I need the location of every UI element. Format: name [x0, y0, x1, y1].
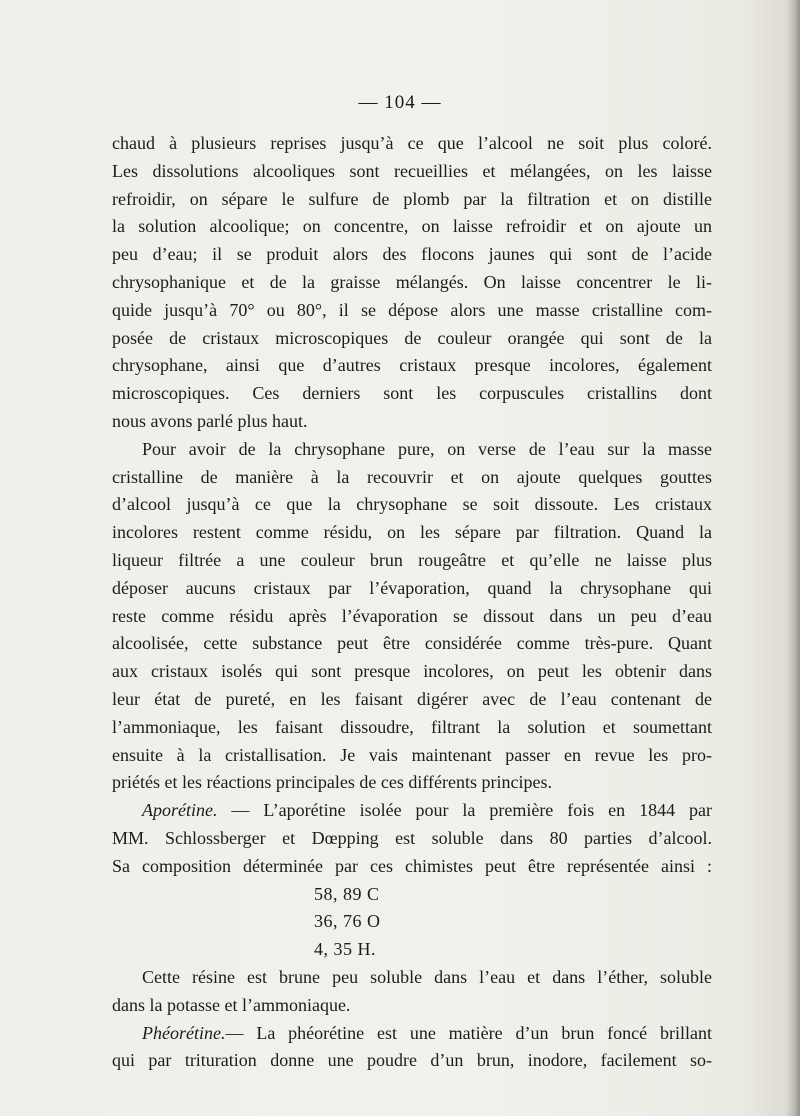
- text-line: chrysophane, ainsi que d’autres cristaux presque incolores, également: [112, 355, 712, 376]
- page-edge-shadow: [786, 0, 800, 1116]
- aporetine-text: — L’aporétine isolée pour la première fois en 1844 par: [217, 800, 712, 821]
- text-line: peu d’eau; il se produit alors des flocons jaunes qui sont de l’acide: [112, 244, 712, 265]
- text-line: alcoolisée, cette substance peut être considérée comme très-pure. Quant: [112, 633, 712, 654]
- text-line: l’ammoniaque, les faisant dissoudre, filtrant la solution et soumettant: [112, 716, 712, 737]
- text-line: liqueur filtrée a une couleur brun rougeâtre et qu’elle ne laisse plus: [112, 549, 712, 570]
- text-line: posée de cristaux microscopiques de couleur orangée qui sont de la: [112, 327, 712, 348]
- text-line: nous avons parlé plus haut.: [112, 410, 308, 431]
- text-line: priétés et les réactions principales de ces différents principes.: [112, 772, 552, 793]
- text-line: ensuite à la cristallisation. Je vais maintenant passer en revue les pro-: [112, 744, 712, 765]
- text-line: microscopiques. Ces derniers sont les corpuscules cristallins dont: [112, 383, 712, 404]
- composition-oxygen: 36, 76 O: [314, 911, 381, 932]
- text-line: d’alcool jusqu’à ce que la chrysophane se soit dissoute. Les cristaux: [112, 494, 712, 515]
- aporetine-term: Aporétine.: [142, 800, 218, 821]
- pheoretine-text: — La phéorétine est une matière d’un brun foncé brillant: [225, 1022, 712, 1043]
- text-line: Sa composition déterminée par ces chimistes peut être représentée ainsi :: [112, 855, 712, 876]
- text-line: la solution alcoolique; on concentre, on laisse refroidir et on ajoute un: [112, 216, 712, 237]
- text-line: Cette résine est brune peu soluble dans l’eau et dans l’éther, soluble: [142, 966, 712, 987]
- pheoretine-heading-line: [112, 1020, 712, 1048]
- text-line: MM. Schlossberger et Dœpping est soluble dans 80 parties d’alcool.: [112, 827, 712, 848]
- composition-carbon: 58, 89 C: [314, 883, 380, 904]
- text-line: leur état de pureté, en les faisant digérer avec de l’eau contenant de: [112, 688, 712, 709]
- page-number: — 104 —: [358, 92, 442, 113]
- text-line: qui par trituration donne une poudre d’un brun, inodore, facilement so-: [112, 1050, 712, 1071]
- aporetine-heading-line: [112, 797, 712, 825]
- text-line: quide jusqu’à 70° ou 80°, il se dépose alors une masse cristalline com-: [112, 299, 712, 320]
- text-line: Pour avoir de la chrysophane pure, on verse de l’eau sur la masse: [142, 438, 712, 459]
- text-line: cristalline de manière à la recouvrir et on ajoute quelques gouttes: [112, 466, 712, 487]
- text-line: chaud à plusieurs reprises jusqu’à ce que l’alcool ne soit plus coloré.: [112, 133, 712, 153]
- text-line: reste comme résidu après l’évaporation se dissout dans un peu d’eau: [112, 605, 712, 626]
- body-text: [112, 130, 712, 1075]
- text-line: refroidir, on sépare le sulfure de plomb par la filtration et on distille: [112, 188, 712, 209]
- text-line: dans la potasse et l’ammoniaque.: [112, 994, 351, 1015]
- text-line: aux cristaux isolés qui sont presque incolores, on peut les obtenir dans: [112, 661, 712, 682]
- pheoretine-term: Phéorétine.: [142, 1022, 226, 1043]
- text-line: Les dissolutions alcooliques sont recueillies et mélangées, on les laisse: [112, 160, 712, 181]
- composition-hydrogen: 4, 35 H.: [314, 939, 376, 960]
- text-line: déposer aucuns cristaux par l’évaporation, quand la chrysophane qui: [112, 577, 712, 598]
- text-line: incolores restent comme résidu, on les sépare par filtration. Quand la: [112, 522, 712, 543]
- text-line: chrysophanique et de la graisse mélangés. On laisse concentrer le li-: [112, 271, 712, 292]
